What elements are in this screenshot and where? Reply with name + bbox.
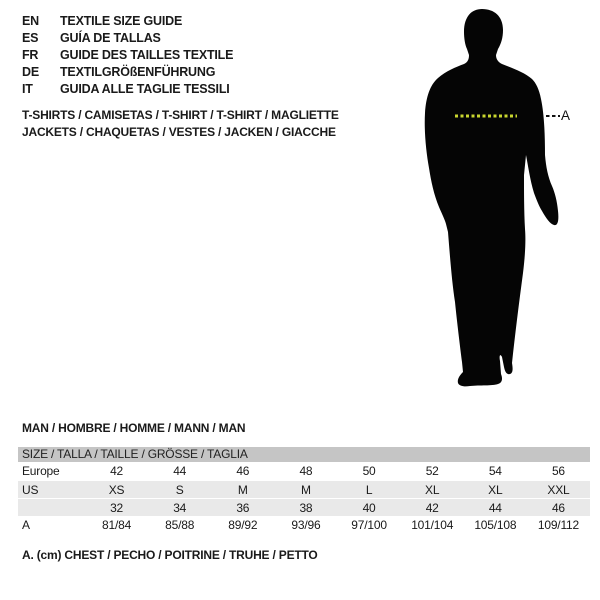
language-code: FR (22, 48, 39, 62)
table-row-us (18, 480, 590, 498)
size-table-header: SIZE / TALLA / TAILLE / GRÖSSE / TAGLIA (18, 447, 590, 462)
garment-categories (22, 107, 339, 141)
size-cell: 34 (173, 501, 187, 515)
language-list (22, 13, 233, 98)
language-code: EN (22, 14, 39, 28)
size-cell: 50 (362, 464, 376, 478)
size-cell: 48 (299, 464, 313, 478)
size-cell: 46 (236, 464, 250, 478)
size-cell: 101/104 (411, 518, 454, 532)
language-code: IT (22, 82, 33, 96)
language-row-fr (22, 47, 233, 64)
language-row-es (22, 30, 233, 47)
size-cell: XS (108, 483, 125, 497)
size-cell: XL (425, 483, 440, 497)
language-code: DE (22, 65, 39, 79)
size-cell: 52 (425, 464, 439, 478)
size-cell: 105/108 (474, 518, 517, 532)
language-title: GUIDA ALLE TAGLIE TESSILI (60, 82, 230, 96)
size-cell: 56 (551, 464, 565, 478)
size-table (18, 447, 590, 534)
size-cell: 44 (173, 464, 187, 478)
measure-footnote: A. (cm) CHEST / PECHO / POITRINE / TRUHE / PETTO (22, 548, 318, 562)
row-label (18, 499, 85, 516)
size-cell: XXL (547, 483, 570, 497)
size-cell: 36 (236, 501, 250, 515)
size-cell: 97/100 (351, 518, 387, 532)
row-label: A (22, 518, 30, 532)
size-cell: 46 (551, 501, 565, 515)
language-code: ES (22, 31, 39, 45)
size-cell: M (301, 483, 311, 497)
row-label: Europe (22, 464, 60, 478)
language-title: GUIDE DES TAILLES TEXTILE (60, 48, 234, 62)
size-cell: 44 (488, 501, 502, 515)
size-cell: L (365, 483, 373, 497)
man-silhouette-path (425, 9, 559, 386)
man-silhouette-icon (410, 5, 580, 395)
language-title: TEXTILGRÖßENFÜHRUNG (60, 65, 216, 79)
table-row-europe (18, 462, 590, 480)
size-cell: 32 (110, 501, 124, 515)
size-cell: S (175, 483, 184, 497)
size-cell: 109/112 (537, 518, 579, 532)
category-tshirts: T-SHIRTS / CAMISETAS / T-SHIRT / T-SHIRT / MAGLIETTE (22, 108, 339, 122)
table-row-uk (18, 498, 590, 516)
size-cell: 42 (110, 464, 124, 478)
size-cell: 93/96 (291, 518, 321, 532)
measure-label-a: A (561, 108, 571, 123)
size-cell: 38 (299, 501, 313, 515)
language-row-de (22, 64, 233, 81)
size-cell: M (237, 483, 248, 497)
language-title: TEXTILE SIZE GUIDE (60, 14, 183, 28)
language-title: GUÍA DE TALLAS (60, 31, 161, 45)
category-jackets: JACKETS / CHAQUETAS / VESTES / JACKEN / GIACCHE (22, 125, 336, 139)
row-label: US (22, 483, 39, 497)
size-cell: 81/84 (102, 518, 132, 532)
size-cell: 42 (425, 501, 439, 515)
table-row-chest-a (18, 516, 590, 534)
size-cell: 89/92 (228, 518, 258, 532)
size-cell: 54 (488, 464, 502, 478)
size-cell: 40 (362, 501, 376, 515)
language-row-it (22, 81, 233, 98)
man-silhouette-figure (410, 5, 580, 395)
language-row-en (22, 13, 233, 30)
section-title-man: MAN / HOMBRE / HOMME / MANN / MAN (22, 421, 246, 435)
size-cell: XL (488, 483, 503, 497)
size-cell: 85/88 (165, 518, 195, 532)
